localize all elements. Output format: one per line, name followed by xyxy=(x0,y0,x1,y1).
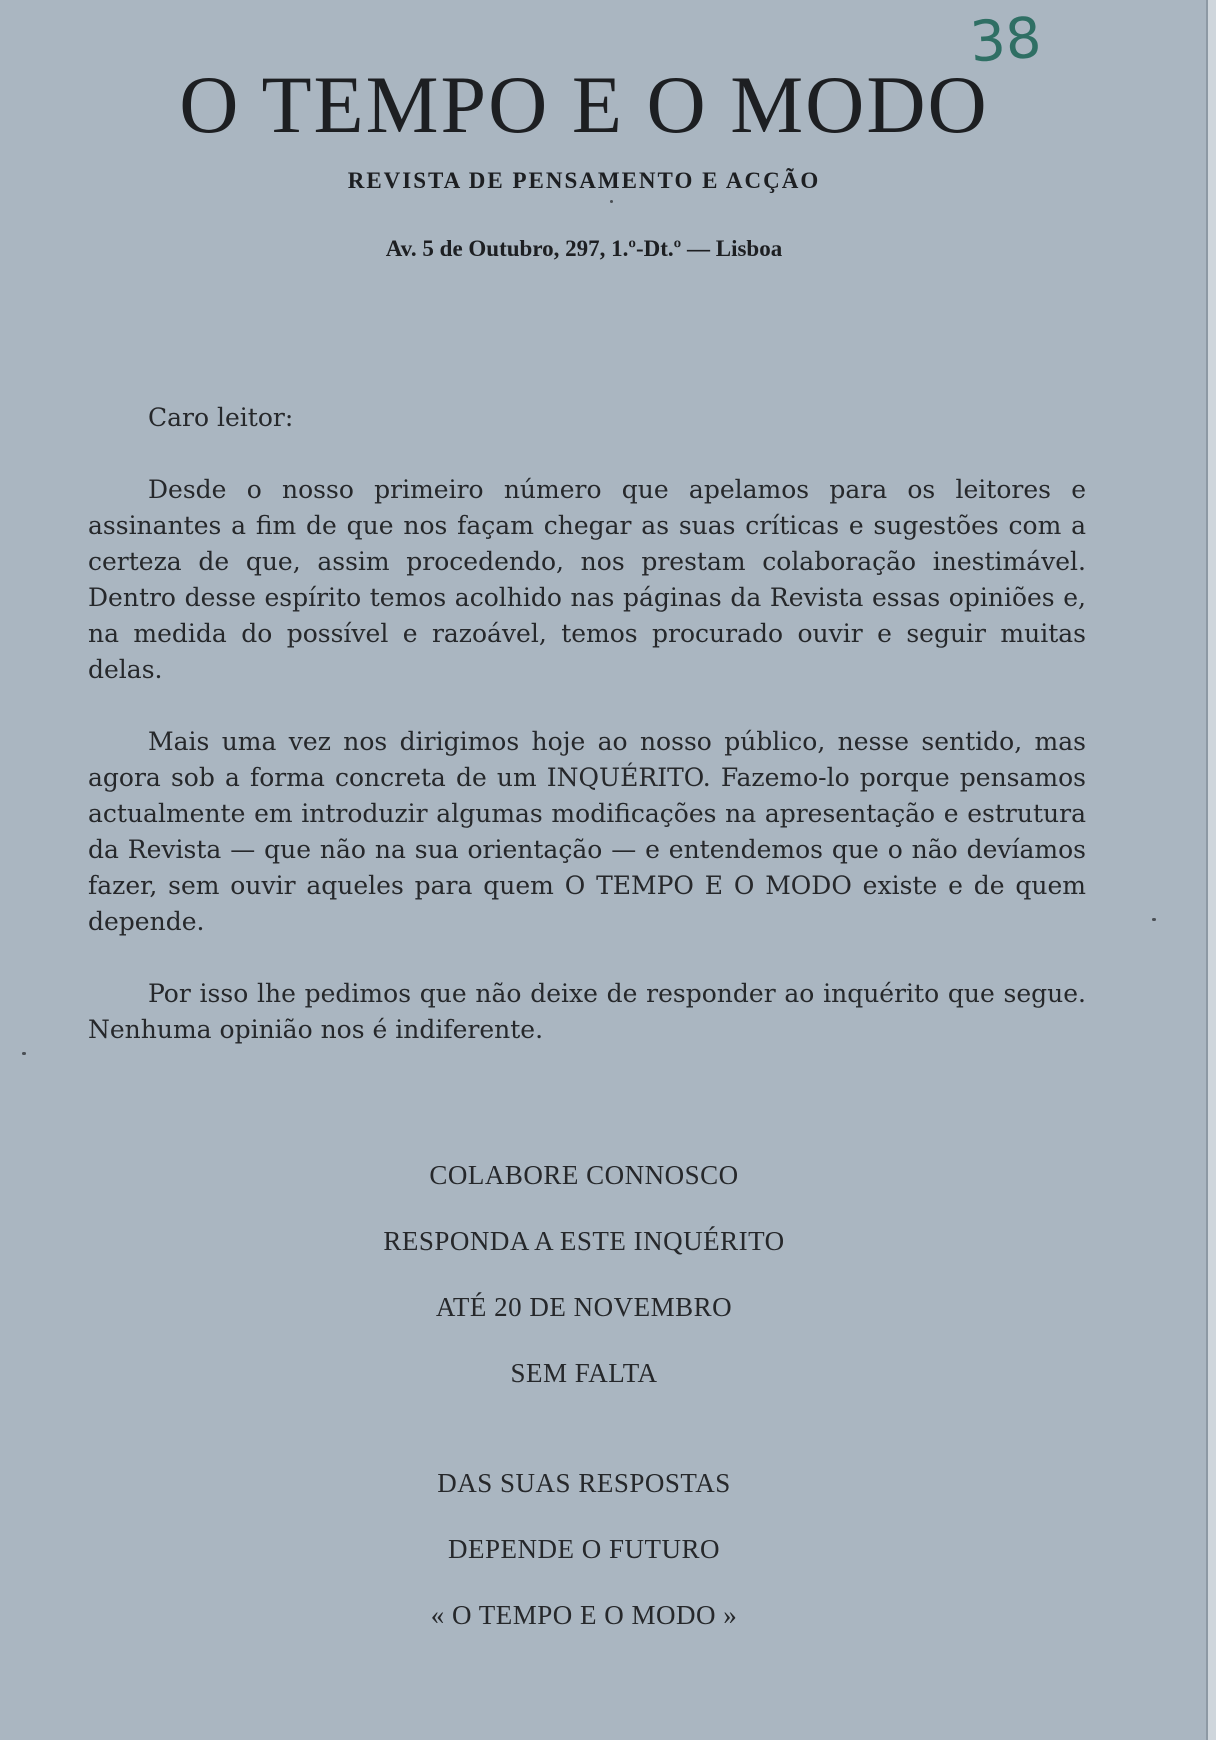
letter-body xyxy=(88,400,1086,1084)
letter-paragraph-1: Desde o nosso primeiro número que apelamos para os leitores e assinantes a fim de que nos façam chegar as suas críticas e sugestões com a certeza de que, assim procedendo, nos prestam colaboração inestimável. Dentro desse espírito temos acolhido nas páginas da Revista essas opiniões e, na medida do possível e razoável, temos procurado ouvir e seguir muitas delas. xyxy=(88,475,1086,684)
paper-speck xyxy=(1152,918,1156,921)
masthead-title: O TEMPO E O MODO xyxy=(179,59,989,150)
handwritten-page-number: 38 xyxy=(967,5,1044,76)
callout-line-2: RESPONDA A ESTE INQUÉRITO xyxy=(383,1226,785,1256)
callout-line-7: « O TEMPO E O MODO » xyxy=(430,1600,738,1630)
callout-line-6: DEPENDE O FUTURO xyxy=(447,1534,720,1564)
callout-line-4: SEM FALTA xyxy=(510,1358,658,1388)
callout-line-3: ATÉ 20 DE NOVEMBRO xyxy=(435,1292,733,1322)
callout-line-5: DAS SUAS RESPOSTAS xyxy=(437,1468,731,1498)
letter-paragraph-3: Por isso lhe pedimos que não deixe de responder ao inquérito que segue. Nenhuma opinião nos é indiferente. xyxy=(88,979,1086,1044)
paper-speck xyxy=(22,1052,26,1055)
letter-paragraph-2: Mais uma vez nos dirigimos hoje ao nosso público, nesse sentido, mas agora sob a forma concreta de um INQUÉRITO. Fazemo-lo porque pensamos actualmente em introduzir algumas modificações na apresentação e estrutura da Revista — que não na sua orientação — e entendemos que o não devíamos fazer, sem ouvir aqueles para quem O TEMPO E O MODO existe e de quem depende. xyxy=(88,727,1086,936)
paper-speck xyxy=(610,200,613,203)
callout-line-1: COLABORE CONNOSCO xyxy=(429,1160,739,1190)
publisher-address: Av. 5 de Outubro, 297, 1.º-Dt.º — Lisboa xyxy=(385,236,783,261)
masthead-subtitle: REVISTA DE PENSAMENTO E ACÇÃO xyxy=(347,168,821,193)
letter-greeting: Caro leitor: xyxy=(148,403,294,432)
